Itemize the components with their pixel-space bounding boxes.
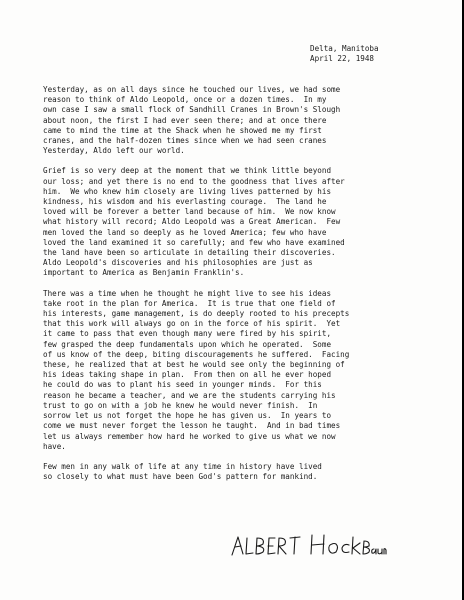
text-line: take root in the plan for America. It is true that one field of	[43, 298, 336, 308]
text-line: came to mind the time at the Shack when he showed me my first	[43, 125, 322, 135]
text-line: our loss; and yet there is no end to the goodness that lives after	[43, 176, 345, 186]
letter-location: Delta, Manitoba	[310, 44, 379, 53]
text-line: of us know of the deep, biting discouragements he suffered. Facing	[43, 349, 350, 359]
letter-paragraph	[43, 289, 443, 452]
text-line: few grasped the deep fundamentals upon which he operated. Some	[43, 339, 332, 349]
text-line: that this work will always go on in the force of his spirit. Yet	[43, 319, 341, 329]
text-line: cranes, and the half-dozen times since when we had seen cranes	[43, 136, 327, 146]
text-line: reason he became a teacher, and we are the students carrying his	[43, 390, 336, 400]
text-line: about noon, the first I had ever seen there; and at once there	[43, 115, 327, 125]
text-line: come we must never forget the lesson he taught. And in bad times	[43, 421, 341, 431]
text-line: loved will be forever a better land because of him. We now know	[43, 207, 336, 217]
text-line: the land have been so articulate in detailing their discoveries.	[43, 248, 336, 258]
letter-paragraph	[43, 462, 443, 482]
text-line: his ideas taking shape in plan. From then on all he ever hoped	[43, 370, 332, 380]
text-line: trust to go on with a job he knew he would never finish. In	[43, 400, 318, 410]
dateline	[310, 44, 450, 64]
text-line: Yesterday, as on all days since he touched our lives, we had some	[43, 85, 341, 94]
signature	[228, 527, 388, 567]
text-line: he could do was to plant his seed in younger minds. For this	[43, 380, 322, 390]
letter-date: April 22, 1948	[310, 54, 375, 64]
text-line: Grief is so very deep at the moment that we think little beyond	[43, 166, 332, 176]
text-line: have.	[43, 441, 66, 451]
text-line: let us always remember how hard he worked to give us what we now	[43, 431, 336, 441]
text-line: these, he realized that at best he would see only the beginning of	[43, 360, 345, 370]
text-line: sorrow let us not forget the hope he has given us. In years to	[43, 411, 332, 421]
text-line: kindness, his wisdom and his everlasting courage. The land he	[43, 197, 327, 207]
text-line: Aldo Leopold's discoveries and his philosophies are just as	[43, 258, 313, 268]
text-line: his interests, game management, is do deeply rooted to his precepts	[43, 309, 350, 319]
text-line: so closely to what must have been God's pattern for mankind.	[43, 472, 318, 482]
text-line: Yesterday, Aldo left our world.	[43, 146, 185, 156]
text-line: important to America as Benjamin Franklin's.	[43, 268, 245, 278]
text-line: it came to pass that even though many were fired by his spirit,	[43, 329, 332, 339]
text-line: reason to think of Aldo Leopold, once or a dozen times. In my	[43, 95, 327, 105]
text-line: own case I saw a small flock of Sandhill Cranes in Brown's Slough	[43, 105, 341, 115]
text-line: what history will record; Aldo Leopold was a Great American. Few	[43, 217, 341, 227]
text-line: men loved the land so deeply as he loved America; few who have	[43, 227, 327, 237]
text-line: There was a time when he thought he might live to see his ideas	[43, 288, 332, 298]
text-line: him. We who knew him closely are living lives patterned by his	[43, 186, 332, 196]
letter-paragraph	[43, 166, 443, 278]
text-line: loved the land examined it so carefully; and few who have examined	[43, 237, 345, 247]
text-line: Few men in any walk of life at any time in history have lived	[43, 461, 322, 471]
letter-body	[43, 85, 443, 492]
letter-paragraph	[43, 85, 443, 156]
